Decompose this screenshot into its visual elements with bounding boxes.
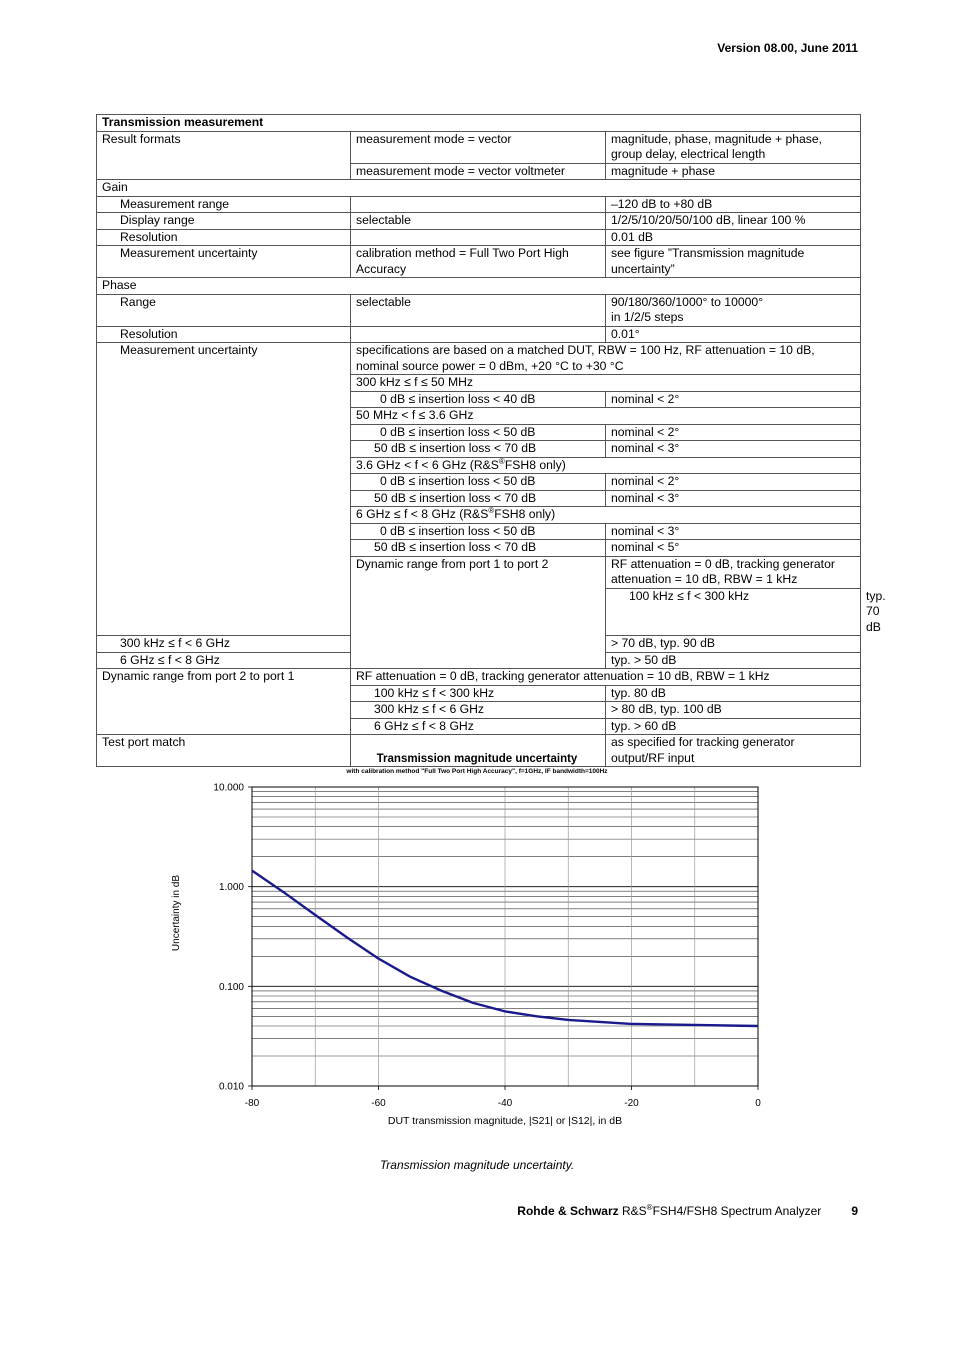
cell-value: nominal < 2° <box>606 424 861 441</box>
cell-condition: specifications are based on a matched DUT, RBW = 100 Hz, RF attenuation = 10 dB, nominal source power = 0 dBm, +20 °C to +30 °C <box>351 343 861 375</box>
cell-condition: selectable <box>351 294 606 326</box>
x-tick-label: -20 <box>624 1098 639 1109</box>
cell-condition: 0 dB ≤ insertion loss < 50 dB <box>351 424 606 441</box>
cell-condition: 0 dB ≤ insertion loss < 40 dB <box>351 391 606 408</box>
table-row <box>97 229 861 246</box>
band-label: 6 GHz ≤ f < 8 GHz (R&S®FSH8 only) <box>351 507 861 524</box>
chart-title: Transmission magnitude uncertainty <box>376 753 578 765</box>
row-label: Display range <box>97 213 351 230</box>
page-number: 9 <box>851 1204 858 1218</box>
cell-value: typ. > 50 dB <box>606 652 861 669</box>
cell-condition: measurement mode = vector <box>351 131 606 163</box>
x-axis-label: DUT transmission magnitude, |S21| or |S12|, in dB <box>387 1115 623 1127</box>
page-footer <box>517 1204 858 1218</box>
row-label: Range <box>97 294 351 326</box>
cell-condition: 50 dB ≤ insertion loss < 70 dB <box>351 441 606 458</box>
cell-condition: measurement mode = vector voltmeter <box>351 163 606 180</box>
table-title: Transmission measurement <box>97 115 861 132</box>
row-label: Resolution <box>97 326 351 343</box>
uncertainty-chart <box>96 745 860 1145</box>
y-tick-label: 0.100 <box>218 981 244 993</box>
cell-value: > 80 dB, typ. 100 dB <box>606 702 861 719</box>
row-label-dynamic-range-1-2: Dynamic range from port 1 to port 2 <box>351 556 606 669</box>
cell-value: nominal < 3° <box>606 490 861 507</box>
band-label: 50 MHz < f ≤ 3.6 GHz <box>351 408 861 425</box>
y-tick-label: 1.000 <box>218 882 244 894</box>
cell-value: typ. > 60 dB <box>606 718 861 735</box>
cell-condition: selectable <box>351 213 606 230</box>
footer-product-prefix: R&S <box>618 1204 647 1218</box>
cell-condition: 100 kHz ≤ f < 300 kHz <box>606 588 861 636</box>
cell-value: see figure ”Transmission magnitude uncertainty” <box>606 246 861 278</box>
cell-value: 1/2/5/10/20/50/100 dB, linear 100 % <box>606 213 861 230</box>
table-row <box>97 343 861 375</box>
table-row <box>97 131 861 163</box>
band-label: 3.6 GHz < f < 6 GHz (R&S®FSH8 only) <box>351 457 861 474</box>
document-version: Version 08.00, June 2011 <box>717 41 858 55</box>
table-row <box>97 669 861 686</box>
cell-value: 0.01° <box>606 326 861 343</box>
cell-value: nominal < 2° <box>606 391 861 408</box>
cell-condition: calibration method = Full Two Port High Accuracy <box>351 246 606 278</box>
table-row <box>97 196 861 213</box>
axis-ticks <box>213 783 761 1110</box>
x-tick-label: -40 <box>497 1098 513 1109</box>
y-tick-label: 0.010 <box>218 1081 244 1093</box>
cell-value: typ. 80 dB <box>606 685 861 702</box>
cell-value: magnitude, phase, magnitude + phase, group delay, electrical length <box>606 131 861 163</box>
cell-value: nominal < 3° <box>606 441 861 458</box>
chart-canvas <box>96 745 860 1145</box>
section-label-gain: Gain <box>97 180 861 197</box>
cell-value: 0.01 dB <box>606 229 861 246</box>
table-row <box>97 294 861 326</box>
cell-value: –120 dB to +80 dB <box>606 196 861 213</box>
cell-value: > 70 dB, typ. 90 dB <box>606 636 861 653</box>
table-row <box>97 246 861 278</box>
row-label-result-formats: Result formats <box>97 131 351 180</box>
section-label-phase: Phase <box>97 278 861 295</box>
registered-mark: ® <box>646 1203 653 1212</box>
cell-condition: RF attenuation = 0 dB, tracking generator attenuation = 10 dB, RBW = 1 kHz <box>606 556 861 588</box>
cell-value: nominal < 5° <box>606 540 861 557</box>
cell-condition: 100 kHz ≤ f < 300 kHz <box>351 685 606 702</box>
cell-condition: 0 dB ≤ insertion loss < 50 dB <box>351 474 606 491</box>
table-row: 100 kHz ≤ f < 300 kHz typ. 70 dB <box>97 588 861 636</box>
y-tick-label: 10.000 <box>213 782 244 794</box>
figure-caption: Transmission magnitude uncertainty. <box>379 1158 575 1172</box>
cell-condition: 50 dB ≤ insertion loss < 70 dB <box>351 490 606 507</box>
row-label: Measurement uncertainty <box>97 246 351 278</box>
cell-condition <box>351 326 606 343</box>
cell-value: magnitude + phase <box>606 163 861 180</box>
row-label-test-port-match: Test port match <box>97 735 351 767</box>
cell-condition: 300 kHz ≤ f < 6 GHz <box>351 702 606 719</box>
table-row <box>97 213 861 230</box>
transmission-spec-table <box>96 114 886 767</box>
x-tick-label: 0 <box>755 1098 761 1109</box>
grid-lines <box>252 787 758 1086</box>
footer-company: Rohde & Schwarz <box>517 1204 619 1218</box>
row-label-dynamic-range-2-1: Dynamic range from port 2 to port 1 <box>97 669 351 735</box>
table-row <box>97 278 861 295</box>
band-label: 300 kHz ≤ f ≤ 50 MHz <box>351 375 861 392</box>
cell-value: nominal < 2° <box>606 474 861 491</box>
chart-subtitle: with calibration method "Full Two Port High Accuracy", f=1GHz, IF bandwidth=100Hz <box>346 768 608 775</box>
y-axis-label: Uncertainty in dB <box>171 874 182 952</box>
x-tick-label: -80 <box>244 1098 260 1109</box>
cell-condition: 6 GHz ≤ f < 8 GHz <box>351 718 606 735</box>
table-row <box>97 180 861 197</box>
cell-condition: 6 GHz ≤ f < 8 GHz <box>97 652 351 669</box>
cell-condition <box>351 229 606 246</box>
cell-value: 90/180/360/1000° to 10000° in 1/2/5 steps <box>606 294 861 326</box>
x-tick-label: -60 <box>371 1098 386 1109</box>
cell-condition: 300 kHz ≤ f < 6 GHz <box>97 636 351 653</box>
table-row <box>97 326 861 343</box>
cell-condition: RF attenuation = 0 dB, tracking generator attenuation = 10 dB, RBW = 1 kHz <box>351 669 861 686</box>
cell-condition: 50 dB ≤ insertion loss < 70 dB <box>351 540 606 557</box>
cell-condition <box>351 196 606 213</box>
cell-value: as specified for tracking generator output/RF input <box>606 735 861 767</box>
cell-value: nominal < 3° <box>606 523 861 540</box>
footer-product: FSH4/FSH8 Spectrum Analyzer <box>652 1204 822 1218</box>
row-label: Measurement range <box>97 196 351 213</box>
cell-condition: 0 dB ≤ insertion loss < 50 dB <box>351 523 606 540</box>
row-label: Measurement uncertainty <box>97 343 351 636</box>
row-label: Resolution <box>97 229 351 246</box>
table-header-row <box>97 115 861 132</box>
